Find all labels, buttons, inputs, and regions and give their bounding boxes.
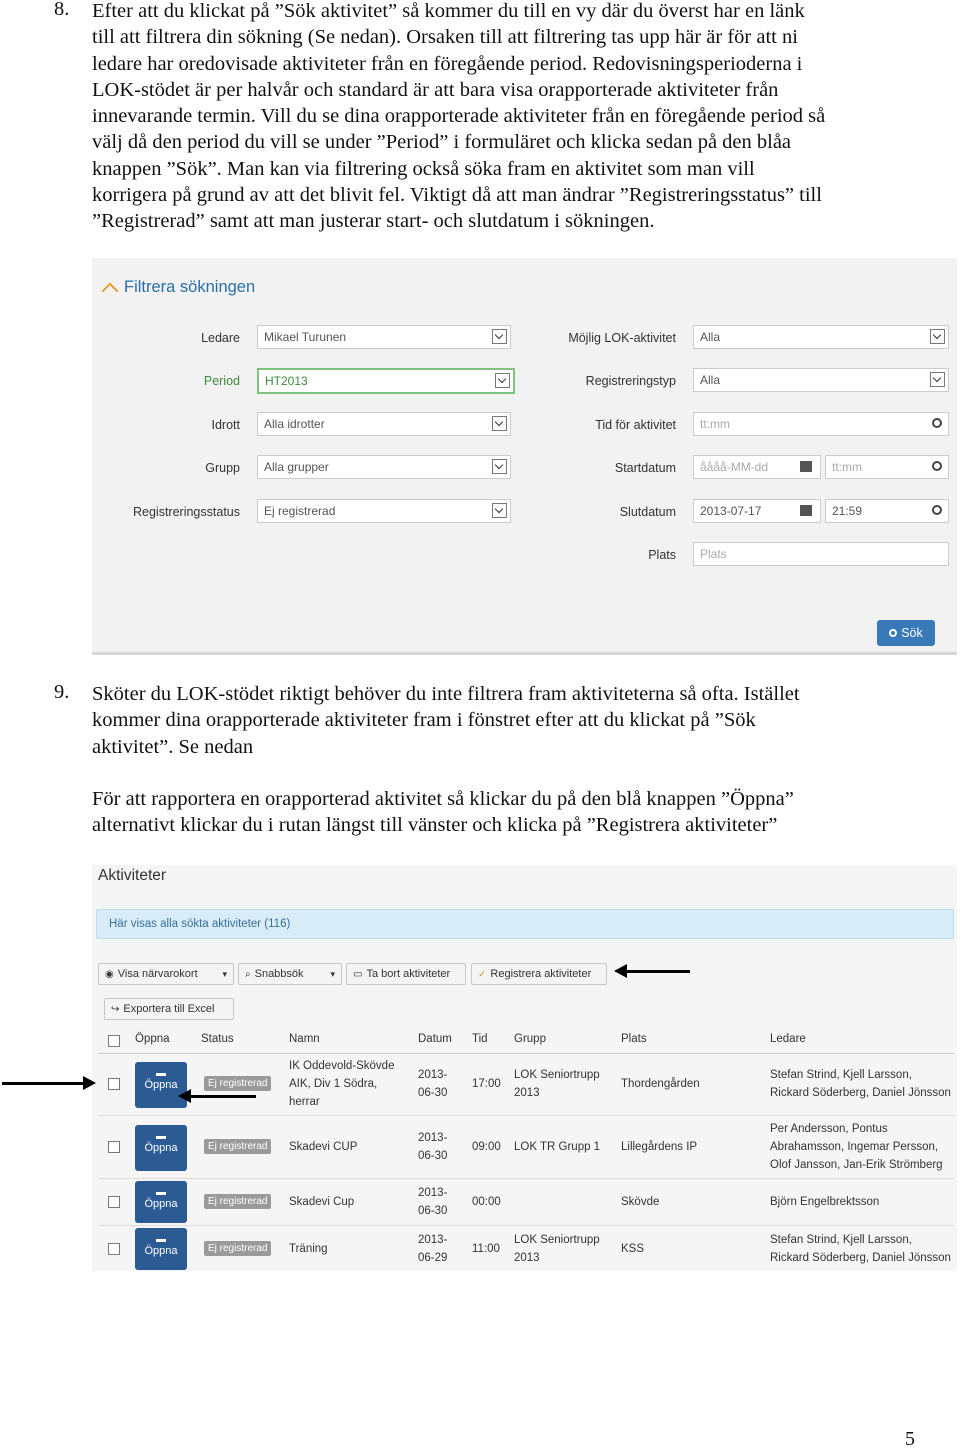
- regtyp-value: Alla: [700, 373, 721, 387]
- document-icon: ▬: [156, 1187, 166, 1198]
- oppna-label: Öppna: [144, 1198, 178, 1210]
- col-grupp[interactable]: Grupp: [514, 1033, 546, 1045]
- period-value: HT2013: [265, 374, 308, 388]
- status-badge: Ej registrerad: [204, 1139, 271, 1154]
- col-oppna[interactable]: Öppna: [135, 1033, 170, 1045]
- plats-cell: KSS: [621, 1243, 645, 1255]
- ledare-line: Abrahamsson, Ingemar Persson,: [770, 1141, 939, 1153]
- idrott-value: Alla idrotter: [264, 417, 325, 431]
- tid-cell: 17:00: [472, 1078, 501, 1090]
- step8-line: innevarande termin. Vill du se dina orapporterade aktiviteter från en föregående period så: [92, 105, 826, 128]
- select-all-checkbox[interactable]: [108, 1035, 120, 1047]
- status-badge: Ej registrerad: [204, 1194, 271, 1209]
- step-number-8: 8.: [54, 0, 70, 20]
- search-icon: [889, 629, 897, 637]
- grupp-value: Alla grupper: [264, 460, 329, 474]
- plats-cell: Thordengården: [621, 1078, 700, 1090]
- plats-cell: Skövde: [621, 1196, 660, 1208]
- ta-bort-button[interactable]: [346, 963, 466, 985]
- ledare-cell: [770, 1120, 943, 1174]
- regtyp-select[interactable]: [693, 368, 949, 392]
- starttid-placeholder: tt:mm: [832, 460, 862, 474]
- row-checkbox[interactable]: [108, 1243, 120, 1255]
- namn-line: AIK, Div 1 Södra,: [289, 1078, 378, 1090]
- tid-label: Tid för aktivitet: [595, 418, 676, 432]
- oppna-button[interactable]: [135, 1228, 187, 1270]
- col-plats[interactable]: Plats: [621, 1033, 647, 1045]
- activities-info-bar: Här visas alla sökta aktiviteter (116): [96, 909, 954, 939]
- datum-line: 06-30: [418, 1087, 448, 1099]
- idrott-label: Idrott: [211, 418, 240, 432]
- tid-cell: 09:00: [472, 1141, 501, 1153]
- grupp-cell: [514, 1066, 600, 1102]
- ledare-select[interactable]: [257, 325, 511, 349]
- col-ledare[interactable]: Ledare: [770, 1033, 806, 1045]
- chevron-down-icon: [492, 503, 507, 518]
- datum-line: 2013-: [418, 1234, 448, 1246]
- step8-line: korrigera på grund av att det blivit fel. Viktigt då att man ändrar ”Registreringsstatus” till: [92, 184, 822, 207]
- exportera-label: Exportera till Excel: [123, 1003, 215, 1015]
- datum-line: 2013-: [418, 1132, 448, 1144]
- ledare-cell: [770, 1231, 951, 1267]
- table-row: [98, 1116, 954, 1179]
- clock-icon[interactable]: [932, 461, 942, 471]
- arrow-left-icon: [190, 1095, 256, 1098]
- regstatus-select[interactable]: [257, 499, 511, 523]
- namn-cell: Skadevi CUP: [289, 1141, 358, 1153]
- plats-input[interactable]: [693, 542, 949, 566]
- startdatum-placeholder: åååå-MM-dd: [700, 460, 769, 474]
- col-namn[interactable]: Namn: [289, 1033, 320, 1045]
- step8-line: ledare har oredovisade aktiviteter från en föregående period. Redovisningsperioderna i: [92, 52, 803, 75]
- datum-cell: [418, 1184, 447, 1220]
- col-tid[interactable]: Tid: [472, 1033, 488, 1045]
- idrott-select[interactable]: [257, 412, 511, 436]
- visa-narvarokort-button[interactable]: [98, 963, 234, 985]
- regtyp-label: Registreringstyp: [585, 374, 676, 388]
- chevron-down-icon: [930, 329, 945, 344]
- activities-title: Aktiviteter: [98, 867, 167, 884]
- row-checkbox[interactable]: [108, 1196, 120, 1208]
- grupp-label: Grupp: [205, 461, 240, 475]
- snabbsok-button[interactable]: [238, 963, 342, 985]
- caret-down-icon[interactable]: ▾: [222, 968, 227, 979]
- row-checkbox[interactable]: [108, 1141, 120, 1153]
- step-number-9: 9.: [54, 681, 70, 703]
- chevron-down-icon: [492, 459, 507, 474]
- sluttid-value: 21:59: [832, 504, 863, 518]
- eye-icon: ◉: [105, 968, 114, 980]
- table-row: [98, 1179, 954, 1226]
- oppna-label: Öppna: [144, 1079, 178, 1091]
- calendar-icon[interactable]: [800, 505, 812, 516]
- exportera-excel-button[interactable]: [104, 998, 234, 1020]
- slutdatum-value: 2013-07-17: [700, 504, 762, 518]
- startdatum-input[interactable]: [693, 455, 821, 479]
- grupp-line: LOK Seniortrupp: [514, 1234, 600, 1246]
- filter-panel: [92, 258, 957, 655]
- ledare-line: Stefan Strind, Kjell Larsson,: [770, 1234, 912, 1246]
- grupp-select[interactable]: [257, 455, 511, 479]
- plats-cell: Lillegårdens IP: [621, 1141, 698, 1153]
- status-badge: Ej registrerad: [204, 1076, 271, 1091]
- tabort-label: Ta bort aktiviteter: [366, 968, 451, 980]
- grupp-line: 2013: [514, 1252, 540, 1264]
- table-row: [98, 1053, 954, 1116]
- chevron-up-icon: [102, 282, 119, 299]
- datum-line: 2013-: [418, 1187, 448, 1199]
- share-icon: ↪: [111, 1003, 120, 1015]
- datum-line: 06-29: [418, 1252, 448, 1264]
- caret-down-icon[interactable]: ▾: [330, 968, 335, 979]
- step9-line: Sköter du LOK-stödet riktigt behöver du inte filtrera fram aktiviteterna så ofta. Istället: [92, 683, 800, 705]
- table-header: [98, 1027, 954, 1054]
- ledare-line: Rickard Söderberg, Daniel Jönsson: [770, 1087, 951, 1099]
- col-datum[interactable]: Datum: [418, 1033, 452, 1045]
- sok-label: Sök: [901, 626, 923, 640]
- page-number: 5: [905, 1428, 915, 1450]
- chevron-down-icon: [495, 373, 510, 388]
- arrow-left-icon: [626, 970, 690, 973]
- regstatus-value: Ej registrerad: [264, 504, 336, 518]
- slutdatum-label: Slutdatum: [619, 505, 676, 519]
- step9-line: För att rapportera en orapporterad aktivitet så klickar du på den blå knappen ”Öppna”: [92, 788, 794, 811]
- trash-icon: ▭: [353, 968, 363, 980]
- search-icon: ⌕: [245, 968, 251, 980]
- ledare-line: Stefan Strind, Kjell Larsson,: [770, 1069, 912, 1081]
- starttid-input[interactable]: [825, 455, 949, 479]
- startdatum-label: Startdatum: [614, 461, 676, 475]
- grupp-line: 2013: [514, 1087, 540, 1099]
- check-icon: ✓: [478, 968, 487, 980]
- registrera-label: Registrera aktiviteter: [490, 968, 592, 980]
- datum-line: 2013-: [418, 1069, 448, 1081]
- clock-icon[interactable]: [932, 505, 942, 515]
- row-checkbox[interactable]: [108, 1078, 120, 1090]
- chevron-down-icon: [492, 416, 507, 431]
- ledare-line: Per Andersson, Pontus: [770, 1123, 888, 1135]
- filter-title: Filtrera sökningen: [124, 278, 256, 296]
- registrera-aktiviteter-button[interactable]: [471, 963, 607, 985]
- step8-line: knappen ”Sök”. Man kan via filtrering också söka fram en aktivitet som man vill: [92, 157, 755, 180]
- tid-cell: 11:00: [472, 1243, 500, 1255]
- calendar-icon[interactable]: [800, 461, 812, 472]
- clock-icon[interactable]: [932, 418, 942, 428]
- step9-line: aktivitet”. Se nedan: [92, 735, 254, 758]
- visa-label: Visa närvarokort: [117, 968, 198, 980]
- ledare-line: Olof Jansson, Jan-Erik Strömberg: [770, 1159, 943, 1171]
- table-row: [98, 1226, 954, 1271]
- status-badge: Ej registrerad: [204, 1241, 271, 1256]
- oppna-button[interactable]: [135, 1181, 187, 1223]
- arrow-right-icon: [2, 1082, 84, 1085]
- sok-button[interactable]: [877, 620, 935, 646]
- activities-panel: [92, 865, 957, 1271]
- namn-cell: Träning: [289, 1243, 328, 1255]
- plats-placeholder: Plats: [700, 547, 727, 561]
- period-label: Period: [203, 374, 240, 388]
- document-icon: ▬: [156, 1234, 166, 1245]
- datum-line: 06-30: [418, 1205, 448, 1217]
- grupp-cell: LOK TR Grupp 1: [514, 1141, 601, 1153]
- step8-line: Efter att du klickat på ”Sök aktivitet” så kommer du till en vy där du överst har en länk: [92, 0, 805, 22]
- ledare-cell: Björn Engelbrektsson: [770, 1196, 880, 1208]
- period-select[interactable]: [257, 368, 515, 394]
- step8-line: välj då den period du vill se under ”Period” i formuläret och klicka sedan på den blåa: [92, 131, 792, 154]
- step8-line: ”Registrerad” samt att man justerar start- och slutdatum i sökningen.: [92, 210, 655, 233]
- snabbsok-label: Snabbsök: [254, 968, 304, 980]
- mojlig-value: Alla: [700, 330, 721, 344]
- datum-cell: [418, 1066, 447, 1102]
- ledare-cell: [770, 1066, 951, 1102]
- slutdatum-input[interactable]: [693, 499, 821, 523]
- mojlig-label: Möjlig LOK-aktivitet: [568, 331, 676, 345]
- ledare-label: Ledare: [201, 331, 240, 345]
- grupp-cell: [514, 1231, 600, 1267]
- step8-line: LOK-stödet är per halvår och standard är att bara visa orapporterade aktiviteter från: [92, 78, 779, 101]
- col-status[interactable]: Status: [201, 1033, 234, 1045]
- mojlig-select[interactable]: [693, 325, 949, 349]
- chevron-down-icon: [930, 372, 945, 387]
- oppna-label: Öppna: [144, 1142, 178, 1154]
- datum-cell: [418, 1231, 447, 1267]
- datum-cell: [418, 1129, 447, 1165]
- step9-line: kommer dina orapporterade aktiviteter fram i fönstret efter att du klickat på ”Sök: [92, 709, 756, 732]
- namn-line: IK Oddevold-Skövde: [289, 1060, 395, 1072]
- step8-text: [92, 0, 937, 235]
- oppna-button[interactable]: [135, 1125, 187, 1171]
- chevron-down-icon: [492, 329, 507, 344]
- tid-placeholder: tt:mm: [700, 417, 730, 431]
- namn-line: herrar: [289, 1096, 320, 1108]
- document-icon: ▬: [156, 1131, 166, 1142]
- regstatus-label: Registreringsstatus: [133, 505, 240, 519]
- document-icon: ▬: [156, 1068, 166, 1079]
- oppna-label: Öppna: [144, 1245, 178, 1257]
- namn-cell: [289, 1057, 394, 1111]
- grupp-line: LOK Seniortrupp: [514, 1069, 600, 1081]
- step8-line: till att filtrera din sökning (Se nedan). Orsaken till att filtrering tas upp här är för att ni: [92, 26, 798, 49]
- tid-input[interactable]: [693, 412, 949, 436]
- plats-label: Plats: [648, 548, 676, 562]
- namn-cell: Skadevi Cup: [289, 1196, 355, 1208]
- step9-text: [92, 681, 937, 839]
- tid-cell: 00:00: [472, 1196, 501, 1208]
- datum-line: 06-30: [418, 1150, 448, 1162]
- filter-toggle[interactable]: [104, 278, 255, 297]
- sluttid-input[interactable]: [825, 499, 949, 523]
- ledare-line: Rickard Söderberg, Daniel Jönsson: [770, 1252, 951, 1264]
- step9-line: alternativt klickar du i rutan längst till vänster och klicka på ”Registrera aktiviteter”: [92, 814, 778, 837]
- ledare-value: Mikael Turunen: [264, 330, 347, 344]
